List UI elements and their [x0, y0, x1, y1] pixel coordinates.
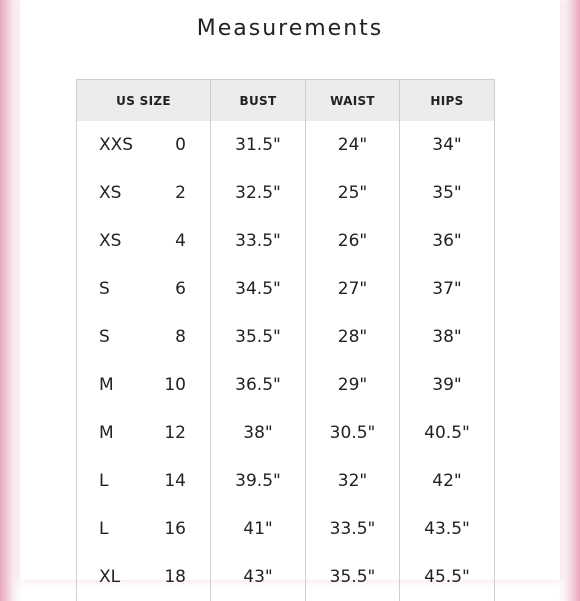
- bust-cell: 32.5": [211, 169, 306, 217]
- bust-cell: 35.5": [211, 313, 306, 361]
- size-number: 10: [164, 375, 186, 395]
- us-size-cell: [77, 217, 211, 265]
- hips-cell: 45.5": [400, 553, 495, 601]
- us-size-cell: [77, 169, 211, 217]
- waist-cell: 28": [306, 313, 400, 361]
- waist-cell: 26": [306, 217, 400, 265]
- hips-cell: 39": [400, 361, 495, 409]
- table-row: [77, 169, 495, 217]
- hips-cell: 38": [400, 313, 495, 361]
- bust-cell: 38": [211, 409, 306, 457]
- size-label: L: [99, 519, 109, 539]
- table-header-row: [77, 80, 495, 122]
- size-number: 8: [175, 327, 186, 347]
- hips-cell: 42": [400, 457, 495, 505]
- table-body: [77, 121, 495, 601]
- size-label: XXS: [99, 135, 134, 155]
- bust-cell: 31.5": [211, 121, 306, 169]
- table-row: [77, 553, 495, 601]
- header-hips: HIPS: [400, 80, 495, 122]
- size-number: 16: [164, 519, 186, 539]
- hips-cell: 37": [400, 265, 495, 313]
- bust-cell: 34.5": [211, 265, 306, 313]
- size-label: XS: [99, 231, 122, 251]
- waist-cell: 32": [306, 457, 400, 505]
- size-number: 6: [175, 279, 186, 299]
- us-size-cell: [77, 505, 211, 553]
- us-size-cell: [77, 121, 211, 169]
- table-row: [77, 457, 495, 505]
- table-row: [77, 361, 495, 409]
- hips-cell: 40.5": [400, 409, 495, 457]
- size-number: 4: [175, 231, 186, 251]
- header-bust: BUST: [211, 80, 306, 122]
- waist-cell: 25": [306, 169, 400, 217]
- waist-cell: 33.5": [306, 505, 400, 553]
- us-size-cell: [77, 409, 211, 457]
- size-number: 12: [164, 423, 186, 443]
- hips-cell: 43.5": [400, 505, 495, 553]
- size-label: XS: [99, 183, 122, 203]
- table-row: [77, 121, 495, 169]
- size-label: XL: [99, 567, 121, 587]
- waist-cell: 27": [306, 265, 400, 313]
- size-label: M: [99, 375, 114, 395]
- hips-cell: 34": [400, 121, 495, 169]
- table-row: [77, 217, 495, 265]
- bust-cell: 33.5": [211, 217, 306, 265]
- bust-cell: 39.5": [211, 457, 306, 505]
- size-number: 0: [175, 135, 186, 155]
- us-size-cell: [77, 457, 211, 505]
- hips-cell: 36": [400, 217, 495, 265]
- us-size-cell: [77, 265, 211, 313]
- size-label: L: [99, 471, 109, 491]
- waist-cell: 24": [306, 121, 400, 169]
- size-label: M: [99, 423, 114, 443]
- size-number: 18: [164, 567, 186, 587]
- table-row: [77, 265, 495, 313]
- waist-cell: 35.5": [306, 553, 400, 601]
- table-row: [77, 313, 495, 361]
- us-size-cell: [77, 361, 211, 409]
- table-row: [77, 409, 495, 457]
- header-waist: WAIST: [306, 80, 400, 122]
- hips-cell: 35": [400, 169, 495, 217]
- page-title: Measurements: [196, 16, 384, 41]
- waist-cell: 29": [306, 361, 400, 409]
- size-number: 14: [164, 471, 186, 491]
- size-label: S: [99, 279, 110, 299]
- bust-cell: 36.5": [211, 361, 306, 409]
- us-size-cell: [77, 553, 211, 601]
- bust-cell: 43": [211, 553, 306, 601]
- bust-cell: 41": [211, 505, 306, 553]
- table-row: [77, 505, 495, 553]
- size-label: S: [99, 327, 110, 347]
- size-chart-table: [76, 79, 495, 601]
- size-number: 2: [175, 183, 186, 203]
- us-size-cell: [77, 313, 211, 361]
- waist-cell: 30.5": [306, 409, 400, 457]
- header-us-size: US SIZE: [77, 80, 211, 122]
